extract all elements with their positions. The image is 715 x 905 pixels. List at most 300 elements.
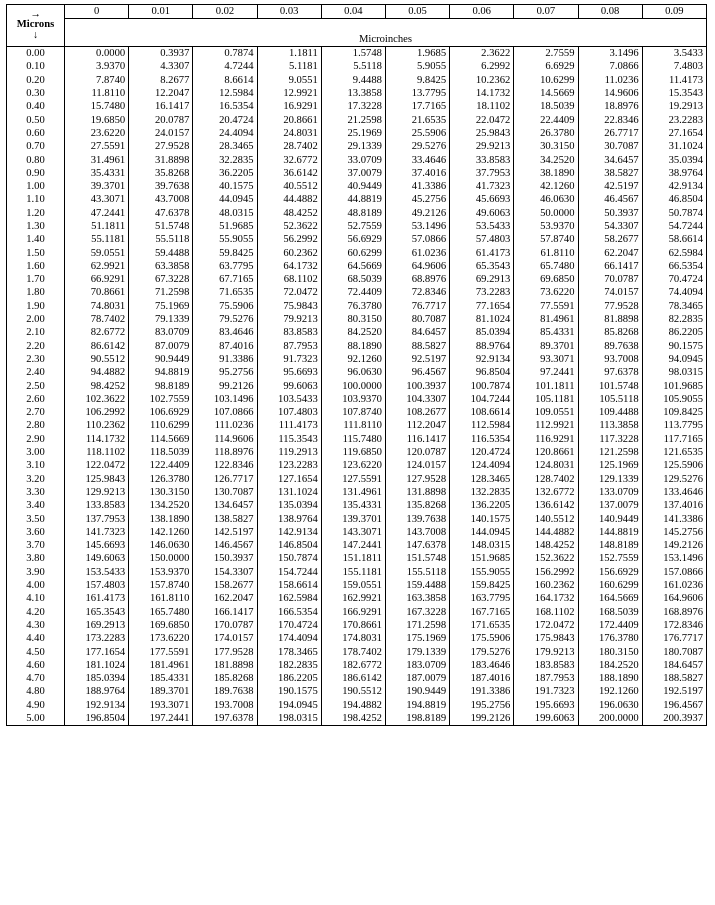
row-label: 2.70 <box>7 406 65 419</box>
table-cell: 108.2677 <box>385 406 449 419</box>
table-cell: 15.7480 <box>65 100 129 113</box>
table-cell: 53.1496 <box>385 220 449 233</box>
table-cell: 4.7244 <box>193 60 257 73</box>
table-cell: 103.9370 <box>321 393 385 406</box>
table-row <box>7 273 707 286</box>
table-cell: 183.8583 <box>514 659 578 672</box>
table-cell: 183.0709 <box>385 659 449 672</box>
table-row <box>7 366 707 379</box>
table-cell: 53.5433 <box>450 220 514 233</box>
table-cell: 22.4409 <box>514 113 578 126</box>
table-cell: 198.8189 <box>385 712 449 726</box>
row-label: 0.00 <box>7 47 65 61</box>
table-cell: 19.2913 <box>642 100 706 113</box>
table-cell: 23.2283 <box>642 113 706 126</box>
table-cell: 174.8031 <box>321 632 385 645</box>
table-cell: 125.1969 <box>578 459 642 472</box>
table-cell: 30.3150 <box>514 140 578 153</box>
table-cell: 171.6535 <box>450 619 514 632</box>
table-row <box>7 619 707 632</box>
table-cell: 48.0315 <box>193 207 257 220</box>
table-cell: 81.1024 <box>450 313 514 326</box>
table-cell: 175.9843 <box>514 632 578 645</box>
column-header: 0.04 <box>321 5 385 19</box>
table-row <box>7 207 707 220</box>
table-cell: 167.3228 <box>385 605 449 618</box>
table-cell: 167.7165 <box>450 605 514 618</box>
table-cell: 49.6063 <box>450 207 514 220</box>
row-label: 0.70 <box>7 140 65 153</box>
table-cell: 189.7638 <box>193 685 257 698</box>
table-cell: 79.9213 <box>257 313 321 326</box>
table-row <box>7 379 707 392</box>
table-cell: 17.3228 <box>321 100 385 113</box>
table-cell: 97.6378 <box>578 366 642 379</box>
table-cell: 115.3543 <box>257 433 321 446</box>
table-cell: 196.0630 <box>578 699 642 712</box>
table-cell: 174.0157 <box>193 632 257 645</box>
table-cell: 165.7480 <box>129 605 193 618</box>
table-cell: 36.2205 <box>193 167 257 180</box>
row-label: 1.10 <box>7 193 65 206</box>
table-cell: 24.0157 <box>129 127 193 140</box>
table-cell: 38.9764 <box>642 167 706 180</box>
table-cell: 180.7087 <box>642 645 706 658</box>
table-cell: 133.0709 <box>578 486 642 499</box>
table-cell: 74.4094 <box>642 286 706 299</box>
table-cell: 89.7638 <box>578 340 642 353</box>
table-cell: 52.7559 <box>321 220 385 233</box>
table-cell: 27.5591 <box>65 140 129 153</box>
table-cell: 109.4488 <box>578 406 642 419</box>
table-row <box>7 47 707 61</box>
table-cell: 57.8740 <box>514 233 578 246</box>
table-cell: 18.8976 <box>578 100 642 113</box>
table-cell: 73.2283 <box>450 286 514 299</box>
table-cell: 171.2598 <box>385 619 449 632</box>
table-cell: 14.1732 <box>450 87 514 100</box>
table-cell: 109.0551 <box>514 406 578 419</box>
table-cell: 24.8031 <box>257 127 321 140</box>
table-cell: 96.4567 <box>385 366 449 379</box>
table-cell: 56.2992 <box>257 233 321 246</box>
row-label: 4.80 <box>7 685 65 698</box>
table-cell: 110.6299 <box>129 419 193 432</box>
table-cell: 127.1654 <box>257 473 321 486</box>
table-cell: 34.6457 <box>578 153 642 166</box>
table-cell: 138.5827 <box>193 512 257 525</box>
table-cell: 25.9843 <box>450 127 514 140</box>
row-label: 0.80 <box>7 153 65 166</box>
table-row <box>7 393 707 406</box>
table-cell: 138.1890 <box>129 512 193 525</box>
table-cell: 84.6457 <box>385 326 449 339</box>
table-cell: 32.6772 <box>257 153 321 166</box>
table-cell: 55.9055 <box>193 233 257 246</box>
table-cell: 98.4252 <box>65 379 129 392</box>
table-cell: 77.9528 <box>578 300 642 313</box>
table-cell: 172.4409 <box>578 619 642 632</box>
table-cell: 103.5433 <box>257 393 321 406</box>
table-cell: 100.0000 <box>321 379 385 392</box>
table-cell: 4.3307 <box>129 60 193 73</box>
table-cell: 200.3937 <box>642 712 706 726</box>
table-cell: 134.2520 <box>129 499 193 512</box>
table-cell: 11.8110 <box>65 87 129 100</box>
table-cell: 88.1890 <box>321 340 385 353</box>
table-cell: 29.1339 <box>321 140 385 153</box>
table-row <box>7 605 707 618</box>
table-cell: 194.8819 <box>385 699 449 712</box>
table-cell: 80.7087 <box>385 313 449 326</box>
table-cell: 57.4803 <box>450 233 514 246</box>
table-cell: 153.5433 <box>65 566 129 579</box>
table-cell: 199.2126 <box>450 712 514 726</box>
table-cell: 3.9370 <box>65 60 129 73</box>
table-cell: 48.4252 <box>257 207 321 220</box>
table-cell: 11.4173 <box>642 74 706 87</box>
table-cell: 64.1732 <box>257 260 321 273</box>
table-cell: 10.2362 <box>450 74 514 87</box>
column-header: 0 <box>65 5 129 19</box>
table-cell: 43.7008 <box>129 193 193 206</box>
table-cell: 24.4094 <box>193 127 257 140</box>
table-cell: 95.2756 <box>193 366 257 379</box>
table-row <box>7 60 707 73</box>
table-cell: 179.1339 <box>385 645 449 658</box>
table-cell: 37.7953 <box>450 167 514 180</box>
table-cell: 146.8504 <box>257 539 321 552</box>
table-cell: 151.5748 <box>385 552 449 565</box>
table-cell: 8.6614 <box>193 74 257 87</box>
table-cell: 154.7244 <box>257 566 321 579</box>
table-cell: 148.4252 <box>514 539 578 552</box>
table-cell: 28.7402 <box>257 140 321 153</box>
table-cell: 200.0000 <box>578 712 642 726</box>
table-cell: 175.5906 <box>450 632 514 645</box>
table-body <box>7 47 707 726</box>
microinches-label: Microinches <box>65 19 707 47</box>
row-label: 3.10 <box>7 459 65 472</box>
table-cell: 162.5984 <box>257 592 321 605</box>
table-cell: 173.2283 <box>65 632 129 645</box>
table-cell: 10.6299 <box>514 74 578 87</box>
table-cell: 156.2992 <box>514 566 578 579</box>
table-cell: 120.8661 <box>514 446 578 459</box>
table-cell: 161.4173 <box>65 592 129 605</box>
row-label: 3.60 <box>7 526 65 539</box>
table-cell: 91.7323 <box>257 353 321 366</box>
table-cell: 157.4803 <box>65 579 129 592</box>
table-row <box>7 340 707 353</box>
table-cell: 157.8740 <box>129 579 193 592</box>
table-cell: 155.1181 <box>321 566 385 579</box>
table-cell: 85.0394 <box>450 326 514 339</box>
table-cell: 149.6063 <box>65 552 129 565</box>
row-label: 4.40 <box>7 632 65 645</box>
table-cell: 163.3858 <box>385 592 449 605</box>
table-cell: 107.4803 <box>257 406 321 419</box>
table-cell: 149.2126 <box>642 539 706 552</box>
table-cell: 54.7244 <box>642 220 706 233</box>
table-row <box>7 552 707 565</box>
units-header-row <box>7 19 707 47</box>
row-label: 2.80 <box>7 419 65 432</box>
table-cell: 129.5276 <box>642 473 706 486</box>
table-cell: 96.8504 <box>450 366 514 379</box>
table-cell: 97.2441 <box>514 366 578 379</box>
table-cell: 127.5591 <box>321 473 385 486</box>
table-cell: 79.1339 <box>129 313 193 326</box>
table-cell: 198.0315 <box>257 712 321 726</box>
table-cell: 20.0787 <box>129 113 193 126</box>
table-row <box>7 74 707 87</box>
table-cell: 76.7717 <box>385 300 449 313</box>
table-row <box>7 433 707 446</box>
table-row <box>7 699 707 712</box>
table-cell: 44.8819 <box>321 193 385 206</box>
table-cell: 128.3465 <box>450 473 514 486</box>
table-cell: 109.8425 <box>642 406 706 419</box>
table-cell: 9.0551 <box>257 74 321 87</box>
table-cell: 64.9606 <box>385 260 449 273</box>
column-header: 0.06 <box>450 5 514 19</box>
table-cell: 101.1811 <box>514 379 578 392</box>
table-cell: 178.3465 <box>257 645 321 658</box>
row-label: 0.60 <box>7 127 65 140</box>
table-cell: 104.3307 <box>385 393 449 406</box>
table-cell: 20.8661 <box>257 113 321 126</box>
table-row <box>7 659 707 672</box>
table-cell: 64.5669 <box>321 260 385 273</box>
column-header: 0.02 <box>193 5 257 19</box>
table-cell: 131.4961 <box>321 486 385 499</box>
table-cell: 124.8031 <box>514 459 578 472</box>
table-cell: 182.6772 <box>321 659 385 672</box>
table-cell: 116.9291 <box>514 433 578 446</box>
table-cell: 111.0236 <box>193 419 257 432</box>
table-cell: 31.1024 <box>642 140 706 153</box>
table-cell: 72.8346 <box>385 286 449 299</box>
row-label: 4.00 <box>7 579 65 592</box>
table-row <box>7 233 707 246</box>
table-cell: 53.9370 <box>514 220 578 233</box>
table-cell: 98.8189 <box>129 379 193 392</box>
table-cell: 122.8346 <box>193 459 257 472</box>
table-cell: 170.8661 <box>321 619 385 632</box>
table-cell: 34.2520 <box>514 153 578 166</box>
table-cell: 185.8268 <box>193 672 257 685</box>
table-cell: 74.0157 <box>578 286 642 299</box>
table-cell: 139.7638 <box>385 512 449 525</box>
table-cell: 92.5197 <box>385 353 449 366</box>
table-cell: 18.5039 <box>514 100 578 113</box>
table-cell: 42.5197 <box>578 180 642 193</box>
table-cell: 162.2047 <box>193 592 257 605</box>
table-row <box>7 473 707 486</box>
table-cell: 133.8583 <box>65 499 129 512</box>
table-cell: 51.5748 <box>129 220 193 233</box>
table-cell: 151.9685 <box>450 552 514 565</box>
table-cell: 12.5984 <box>193 87 257 100</box>
table-cell: 187.7953 <box>514 672 578 685</box>
table-cell: 8.2677 <box>129 74 193 87</box>
table-cell: 23.6220 <box>65 127 129 140</box>
table-cell: 94.8819 <box>129 366 193 379</box>
table-cell: 76.3780 <box>321 300 385 313</box>
table-cell: 67.3228 <box>129 273 193 286</box>
table-cell: 88.9764 <box>450 340 514 353</box>
table-header <box>7 5 707 47</box>
table-cell: 27.1654 <box>642 127 706 140</box>
row-label: 3.20 <box>7 473 65 486</box>
table-cell: 37.0079 <box>321 167 385 180</box>
column-header: 0.09 <box>642 5 706 19</box>
table-cell: 33.8583 <box>450 153 514 166</box>
table-cell: 55.5118 <box>129 233 193 246</box>
table-cell: 22.0472 <box>450 113 514 126</box>
table-cell: 77.5591 <box>514 300 578 313</box>
table-cell: 75.9843 <box>257 300 321 313</box>
table-cell: 105.5118 <box>578 393 642 406</box>
table-cell: 6.6929 <box>514 60 578 73</box>
table-cell: 67.7165 <box>193 273 257 286</box>
table-row <box>7 300 707 313</box>
table-cell: 188.9764 <box>65 685 129 698</box>
table-cell: 150.7874 <box>257 552 321 565</box>
table-cell: 98.0315 <box>642 366 706 379</box>
table-cell: 146.0630 <box>129 539 193 552</box>
table-row <box>7 592 707 605</box>
table-cell: 179.5276 <box>450 645 514 658</box>
table-cell: 51.9685 <box>193 220 257 233</box>
table-cell: 39.7638 <box>129 180 193 193</box>
table-cell: 142.9134 <box>257 526 321 539</box>
table-row <box>7 419 707 432</box>
table-cell: 122.4409 <box>129 459 193 472</box>
table-cell: 2.3622 <box>450 47 514 61</box>
table-cell: 43.3071 <box>65 193 129 206</box>
table-cell: 162.9921 <box>321 592 385 605</box>
table-cell: 14.9606 <box>578 87 642 100</box>
table-cell: 169.6850 <box>129 619 193 632</box>
table-cell: 9.4488 <box>321 74 385 87</box>
table-row <box>7 167 707 180</box>
table-cell: 19.6850 <box>65 113 129 126</box>
table-cell: 42.9134 <box>642 180 706 193</box>
table-row <box>7 632 707 645</box>
table-cell: 199.6063 <box>514 712 578 726</box>
table-cell: 181.8898 <box>193 659 257 672</box>
table-cell: 99.6063 <box>257 379 321 392</box>
table-cell: 83.0709 <box>129 326 193 339</box>
table-cell: 62.2047 <box>578 246 642 259</box>
table-cell: 1.1811 <box>257 47 321 61</box>
table-cell: 42.1260 <box>514 180 578 193</box>
table-cell: 72.0472 <box>257 286 321 299</box>
table-cell: 172.8346 <box>642 619 706 632</box>
table-row <box>7 113 707 126</box>
table-row <box>7 153 707 166</box>
table-row <box>7 326 707 339</box>
table-cell: 108.6614 <box>450 406 514 419</box>
table-cell: 30.7087 <box>578 140 642 153</box>
table-cell: 12.9921 <box>257 87 321 100</box>
table-cell: 144.4882 <box>514 526 578 539</box>
table-cell: 159.8425 <box>450 579 514 592</box>
table-cell: 54.3307 <box>578 220 642 233</box>
table-row <box>7 685 707 698</box>
table-cell: 121.6535 <box>642 446 706 459</box>
table-cell: 82.2835 <box>642 313 706 326</box>
table-cell: 188.5827 <box>642 672 706 685</box>
table-row <box>7 140 707 153</box>
table-cell: 159.0551 <box>321 579 385 592</box>
table-cell: 69.6850 <box>514 273 578 286</box>
table-cell: 190.1575 <box>257 685 321 698</box>
table-cell: 117.7165 <box>642 433 706 446</box>
table-cell: 80.3150 <box>321 313 385 326</box>
row-label: 1.00 <box>7 180 65 193</box>
table-cell: 66.9291 <box>65 273 129 286</box>
table-cell: 177.1654 <box>65 645 129 658</box>
table-cell: 177.5591 <box>129 645 193 658</box>
table-cell: 117.3228 <box>578 433 642 446</box>
table-cell: 192.5197 <box>642 685 706 698</box>
table-cell: 55.1181 <box>65 233 129 246</box>
table-cell: 90.1575 <box>642 340 706 353</box>
table-cell: 168.8976 <box>642 605 706 618</box>
table-cell: 107.8740 <box>321 406 385 419</box>
table-cell: 29.5276 <box>385 140 449 153</box>
table-cell: 118.8976 <box>193 446 257 459</box>
table-cell: 160.2362 <box>514 579 578 592</box>
row-label: 5.00 <box>7 712 65 726</box>
table-cell: 60.2362 <box>257 246 321 259</box>
row-label: 3.50 <box>7 512 65 525</box>
table-cell: 184.2520 <box>578 659 642 672</box>
table-cell: 166.1417 <box>193 605 257 618</box>
table-cell: 126.3780 <box>129 473 193 486</box>
table-cell: 44.0945 <box>193 193 257 206</box>
table-cell: 148.0315 <box>450 539 514 552</box>
table-cell: 88.5827 <box>385 340 449 353</box>
table-cell: 143.3071 <box>321 526 385 539</box>
table-cell: 168.5039 <box>578 605 642 618</box>
table-cell: 70.4724 <box>642 273 706 286</box>
table-row <box>7 180 707 193</box>
table-cell: 119.2913 <box>257 446 321 459</box>
row-label: 2.60 <box>7 393 65 406</box>
table-cell: 138.9764 <box>257 512 321 525</box>
table-cell: 58.2677 <box>578 233 642 246</box>
row-label: 4.70 <box>7 672 65 685</box>
table-cell: 3.5433 <box>642 47 706 61</box>
table-cell: 27.9528 <box>129 140 193 153</box>
table-cell: 112.2047 <box>385 419 449 432</box>
table-cell: 62.5984 <box>642 246 706 259</box>
table-cell: 100.7874 <box>450 379 514 392</box>
table-cell: 191.3386 <box>450 685 514 698</box>
table-row <box>7 353 707 366</box>
table-row <box>7 193 707 206</box>
table-cell: 196.4567 <box>642 699 706 712</box>
table-row <box>7 672 707 685</box>
table-cell: 7.0866 <box>578 60 642 73</box>
table-cell: 190.9449 <box>385 685 449 698</box>
table-row <box>7 127 707 140</box>
table-cell: 90.5512 <box>65 353 129 366</box>
